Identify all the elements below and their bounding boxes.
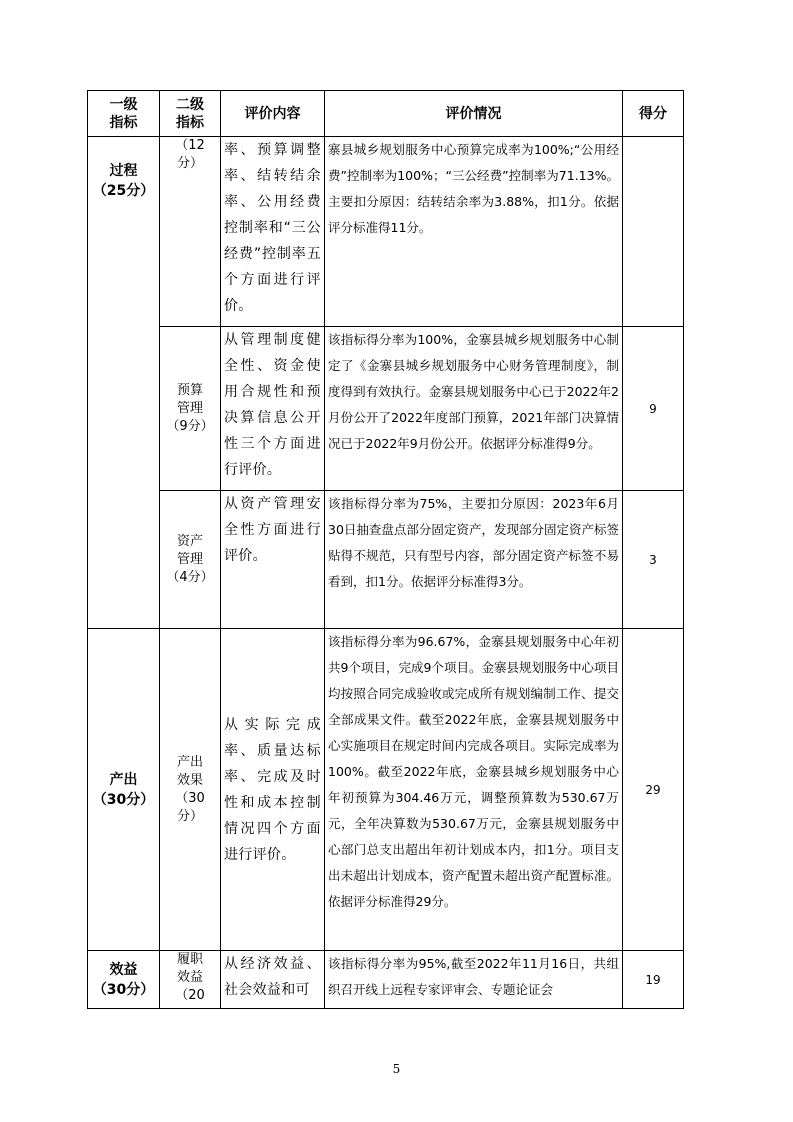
situation-cell: 该指标得分率为75%，主要扣分原因：2023年6月30日抽查盘点部分固定资产，发现部分固定资产标签贴得不规范，只有型号内容，部分固定资产标签不易看到，扣1分。依据评分标准得3分。 (325, 491, 623, 629)
situation-cell: 该指标得分率为100%，金寨县城乡规划服务中心制定了《金寨县城乡规划服务中心财务管理制度》，制度得到有效执行。金寨县规划服务中心已于2022年2月份公开了2022年度部门预算，2021年部门决算情况已于2022年9月份公开。依据评分标准得9分。 (325, 327, 623, 491)
level2-cell: 预算 管理 （9分） (160, 327, 221, 491)
score-cell (623, 137, 684, 327)
level1-benefit: 效益 （30分） (88, 951, 160, 1009)
situation-cell: 寨县城乡规划服务中心预算完成率为100%;“公用经费”控制率为100%；“三公经费”控制率为71.13%。主要扣分原因：结转结余率为3.88%，扣1分。依据评分标准得11分。 (325, 137, 623, 327)
situation-cell: 该指标得分率为96.67%，金寨县规划服务中心年初共9个项目，完成9个项目。金寨县规划服务中心项目均按照合同完成验收或完成所有规划编制工作、提交全部成果文件。截至2022年底，金寨县规划服务中心实施项目在规定时间内完成各项目。实际完成率为100%。截至2022年底，金寨县城乡规划服务中心年初预算为304.46万元，调整预算数为530.67万元，全年决算数为530.67万元，金寨县规划服务中心部门总支出超出年初计划成本内，扣1分。项目支出未超出计划成本，资产配置未超出资产配置标准。依据评分标准得29分。 (325, 629, 623, 951)
table-row (88, 137, 684, 327)
header-row (88, 91, 684, 137)
header-level2: 二级 指标 (160, 91, 221, 137)
level2-cell: 资产 管理 （4分） (160, 491, 221, 629)
situation-cell: 该指标得分率为95%,截至2022年11月16日，共组织召开线上远程专家评审会、专题论证会 (325, 951, 623, 1009)
level1-output: 产出 （30分） (88, 629, 160, 951)
level2-cell: 产出 效果 （30 分） (160, 629, 221, 951)
table-row (88, 327, 684, 491)
content-cell: 从经济效益、社会效益和可 (221, 951, 325, 1009)
header-content: 评价内容 (221, 91, 325, 137)
header-situation: 评价情况 (325, 91, 623, 137)
header-level1: 一级 指标 (88, 91, 160, 137)
level2-cell: 履职 效益 （20 (160, 951, 221, 1009)
score-cell: 19 (623, 951, 684, 1009)
header-score: 得分 (623, 91, 684, 137)
table-row (88, 491, 684, 629)
score-cell: 3 (623, 491, 684, 629)
level1-process: 过程 （25分） (88, 137, 160, 629)
content-cell: 从资产管理安全性方面进行评价。 (221, 491, 325, 629)
level2-cell: （12 分） (160, 137, 221, 327)
score-cell: 29 (623, 629, 684, 951)
evaluation-table (87, 90, 684, 1009)
page-number: 5 (392, 1062, 401, 1076)
content-cell: 从实际完成率、质量达标率、完成及时性和成本控制情况四个方面进行评价。 (221, 629, 325, 951)
content-cell: 率、预算调整率、结转结余率、公用经费控制率和“三公经费”控制率五个方面进行评价。 (221, 137, 325, 327)
table-row (88, 629, 684, 951)
score-cell: 9 (623, 327, 684, 491)
content-cell: 从管理制度健全性、资金使用合规性和预决算信息公开性三个方面进行评价。 (221, 327, 325, 491)
table-row (88, 951, 684, 1009)
